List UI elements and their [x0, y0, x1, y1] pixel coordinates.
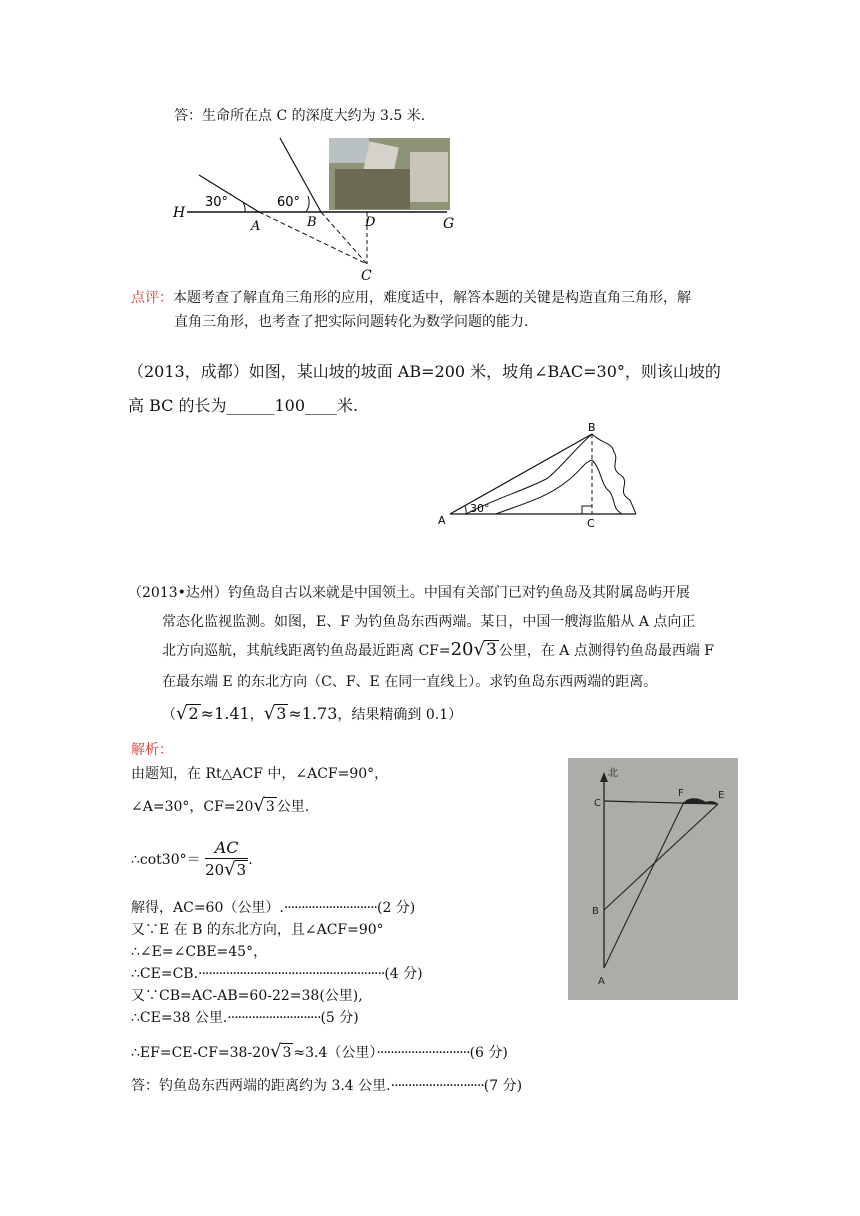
label-E: E [718, 790, 725, 801]
solution-step-5: 又∵E 在 B 的东北方向，且∠ACF=90° [131, 922, 384, 938]
problem2-unit: 米. [337, 396, 359, 415]
label-angle-30: 30° [470, 502, 490, 515]
label-C: C [361, 268, 372, 284]
figure-diaoyu-photo [568, 758, 738, 1000]
label-B: B [592, 906, 599, 917]
problem2-line-1: （2013，成都）如图，某山坡的坡面 AB=200 米，坡角∠BAC=30°，则该山坡的 [128, 362, 721, 381]
label-G: G [443, 216, 455, 232]
label-B: B [588, 421, 596, 434]
label-A: A [438, 514, 446, 527]
comment-label: 点评： [131, 290, 173, 306]
solution-step-9: ∴CE=38 公里.···························(5 分) [131, 1010, 359, 1026]
comment-line-2: 直角三角形，也考查了把实际问题转化为数学问题的能力. [174, 314, 529, 330]
solution-step-1: 由题知，在 Rt△ACF 中，∠ACF=90°， [131, 766, 389, 782]
figure-rescue-depth [165, 134, 465, 284]
final-answer: 答：钓鱼岛东西两端的距离约为 3.4 公里.···························(7 分) [131, 1078, 523, 1094]
analysis-label: 解析： [131, 742, 173, 758]
label-angle-30: 30° [205, 195, 229, 210]
solution-step-6: ∴∠E=∠CBE=45°， [131, 944, 268, 960]
label-north: 北 [608, 768, 618, 779]
label-D: D [365, 215, 376, 230]
label-C: C [587, 517, 595, 530]
label-F: F [678, 788, 684, 799]
answer-line: 答：生命所在点 C 的深度大约为 3.5 米. [174, 108, 426, 124]
label-H: H [173, 205, 186, 221]
solution-step-2: ∠A=30°，CF=20√3 公里. [131, 795, 310, 816]
comment-line-1 [131, 288, 691, 308]
figure-slope [436, 418, 646, 534]
problem2-text: 高 BC 的长为 [128, 396, 227, 415]
solution-step-8: 又∵CB=AC-AB=60-22=38(公里), [131, 988, 363, 1004]
label-C: C [594, 798, 601, 809]
fraction-cot30: $\frac{AC}{20√3}$ [205, 838, 247, 880]
problem3-line-5: （√2 ≈1.41，√3 ≈1.73，结果精确到 0.1） [162, 703, 463, 724]
solution-step-4: 解得，AC=60（公里）.···························(2 分) [131, 900, 416, 916]
problem2-line-2 [128, 394, 358, 418]
label-B: B [307, 215, 317, 230]
solution-step-3: ∴cot30°＝ $\frac{AC}{20√3}$ . [131, 838, 253, 880]
label-A: A [251, 219, 261, 234]
comment-text-1: 本题考查了解直角三角形的应用，难度适中，解答本题的关键是构造直角三角形，解 [173, 290, 691, 306]
solution-step-7: ∴CE=CB.······················································(4 分) [131, 966, 423, 982]
problem3-line-2: 常态化监视监测。如图，E、F 为钓鱼岛东西两端。某日，中国一艘海监船从 A 点向正 [162, 614, 696, 630]
problem3-line-1: （2013•达州）钓鱼岛自古以来就是中国领土。中国有关部门已对钓鱼岛及其附属岛屿开展 [128, 585, 690, 601]
label-A: A [598, 976, 605, 987]
problem2-blank: ______100____ [226, 396, 338, 415]
label-angle-60: 60° [277, 195, 301, 210]
solution-step-10: ∴EF=CE-CF=38-20√3 ≈3.4（公里）···························(6 分) [131, 1041, 508, 1062]
problem3-line-4: 在最东端 E 的东北方向（C、F、E 在同一直线上）。求钓鱼岛东西两端的距离。 [162, 674, 658, 690]
problem3-line-3: 北方向巡航，其航线距离钓鱼岛最近距离 CF=20√3 公里，在 A 点测得钓鱼岛最西端 F [162, 639, 715, 660]
